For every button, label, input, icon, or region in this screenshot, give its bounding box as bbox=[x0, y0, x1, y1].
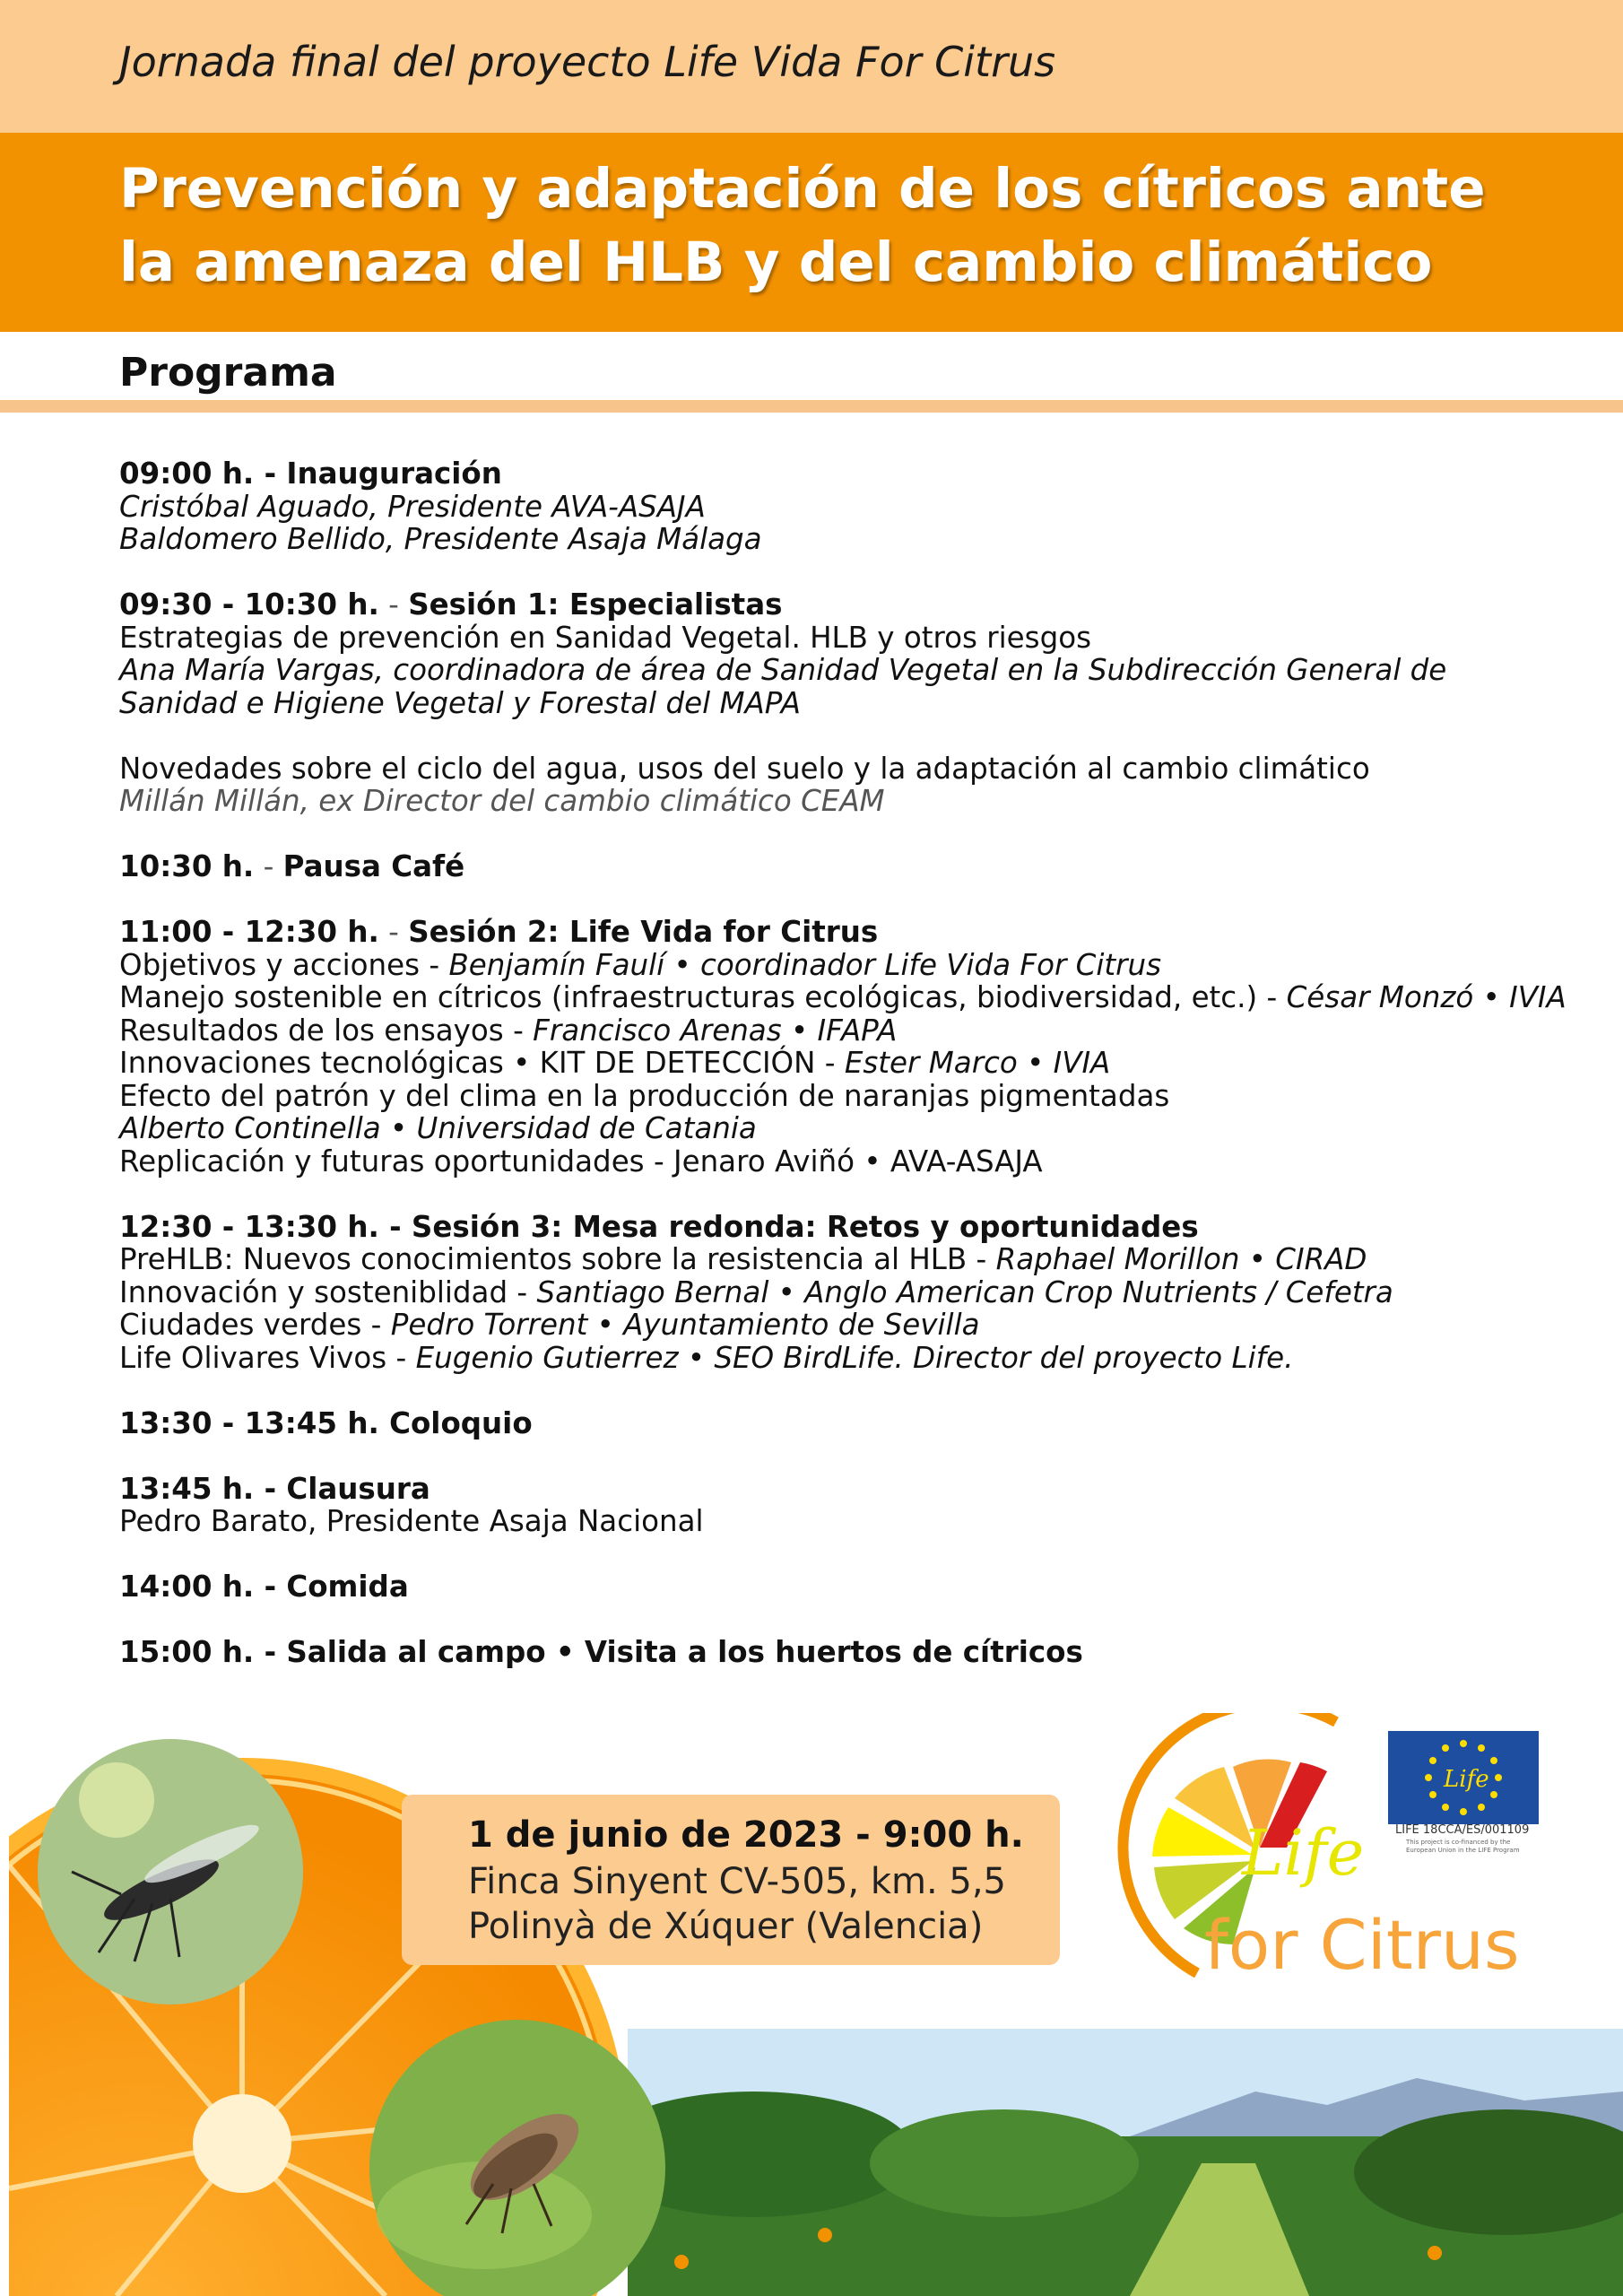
footer-visuals bbox=[0, 1686, 1623, 2296]
talk-speaker: Sanidad e Higiene Vegetal y Forestal del MAPA bbox=[119, 685, 801, 720]
item-time: 13:45 h. - Clausura bbox=[119, 1471, 430, 1506]
page-title bbox=[119, 152, 1572, 300]
talk-title: Objetivos y acciones - bbox=[119, 947, 449, 982]
item-time: 09:30 - 10:30 h. bbox=[119, 587, 379, 622]
talk-row bbox=[119, 1309, 1590, 1342]
item-header: 12:30 - 13:30 h. - Sesión 3: Mesa redonda: Retos y oportunidades bbox=[119, 1209, 1199, 1244]
talk-speaker: Ester Marco • IVIA bbox=[844, 1046, 1111, 1080]
logo-life-text: Life bbox=[1242, 1816, 1365, 1890]
talk-row bbox=[119, 949, 1590, 982]
talk-speaker: Eugenio Gutierrez • SEO BirdLife. Director del proyecto Life. bbox=[415, 1340, 1294, 1375]
item-time: 11:00 - 12:30 h. bbox=[119, 915, 379, 949]
item-header bbox=[119, 850, 1590, 883]
event-location-line-1: Finca Sinyent CV-505, km. 5,5 bbox=[468, 1861, 1006, 1902]
citrus-grove-image bbox=[628, 2029, 1623, 2296]
talk-row bbox=[119, 1276, 1590, 1309]
title-line-1: Prevención y adaptación de los cítricos ante bbox=[119, 157, 1486, 221]
eu-flag-life-text: Life bbox=[1444, 1766, 1489, 1793]
talk-speaker: Francisco Arenas • IFAPA bbox=[533, 1013, 898, 1048]
program-item-comida bbox=[119, 1570, 1590, 1604]
program-item-salida bbox=[119, 1636, 1590, 1669]
item-speaker: Pedro Barato, Presidente Asaja Nacional bbox=[119, 1504, 704, 1538]
talk-title: Innovaciones tecnológicas • KIT DE DETECCIÓN - bbox=[119, 1046, 845, 1080]
talk-title: Estrategias de prevención en Sanidad Vegetal. HLB y otros riesgos bbox=[119, 620, 1092, 655]
talk-title: Resultados de los ensayos - bbox=[119, 1013, 534, 1048]
item-time: 15:00 h. - Salida al campo • Visita a los huertos de cítricos bbox=[119, 1635, 1083, 1669]
program-item-sesion-3 bbox=[119, 1211, 1590, 1375]
talk-speaker: Raphael Morillon • CIRAD bbox=[995, 1242, 1367, 1276]
talk-speaker: César Monzó • IVIA bbox=[1286, 980, 1567, 1014]
insect-photo-2 bbox=[368, 2018, 668, 2296]
event-location-line-2: Polinyà de Xúquer (Valencia) bbox=[468, 1906, 984, 1947]
program-item-sesion-1-talk-2 bbox=[119, 752, 1590, 818]
item-speaker: Baldomero Bellido, Presidente Asaja Málaga bbox=[119, 522, 762, 556]
item-time: 13:30 - 13:45 h. Coloquio bbox=[119, 1405, 533, 1440]
talk-title: PreHLB: Nuevos conocimientos sobre la resistencia al HLB - bbox=[119, 1242, 996, 1276]
separator: - bbox=[378, 587, 409, 622]
talk-title: Manejo sostenible en cítricos (infraestructuras ecológicas, biodiversidad, etc.) - bbox=[119, 980, 1287, 1014]
programa-heading: Programa bbox=[119, 350, 337, 396]
item-header bbox=[119, 588, 1590, 622]
talk-speaker: Ana María Vargas, coordinadora de área de Sanidad Vegetal en la Subdirección General de bbox=[119, 653, 1447, 687]
talk-speaker: Pedro Torrent • Ayuntamiento de Sevilla bbox=[390, 1308, 980, 1342]
separator: - bbox=[378, 915, 409, 949]
item-time: 14:00 h. - Comida bbox=[119, 1570, 409, 1604]
program-item-clausura bbox=[119, 1473, 1590, 1538]
talk-row bbox=[119, 981, 1590, 1014]
eu-life-flag bbox=[1388, 1731, 1539, 1824]
eu-cofinance-note: This project is co-financed by the European Union in the LIFE Program bbox=[1406, 1839, 1520, 1854]
program-item-inauguracion bbox=[119, 457, 1590, 556]
talk-speaker: Benjamín Faulí • coordinador Life Vida For Citrus bbox=[448, 947, 1162, 982]
talk-row bbox=[119, 1243, 1590, 1276]
item-title: Sesión 1: Especialistas bbox=[408, 587, 783, 622]
eu-project-code: LIFE 18CCA/ES/001109 bbox=[1395, 1823, 1530, 1837]
talk-row bbox=[119, 1014, 1590, 1048]
title-line-2: la amenaza del HLB y del cambio climático bbox=[119, 230, 1433, 294]
item-title: Sesión 2: Life Vida for Citrus bbox=[408, 915, 879, 949]
program-item-pausa bbox=[119, 850, 1590, 883]
event-date: 1 de junio de 2023 - 9:00 h. bbox=[468, 1814, 1024, 1856]
program-item-sesion-2 bbox=[119, 916, 1590, 1178]
talk-title: Life Olivares Vivos - bbox=[119, 1340, 416, 1375]
talk-row bbox=[119, 1047, 1590, 1080]
talk-speaker: Alberto Continella • Universidad de Catania bbox=[119, 1111, 757, 1145]
item-time: 09:00 h. - Inauguración bbox=[119, 457, 502, 491]
talk-title: Novedades sobre el ciclo del agua, usos del suelo y la adaptación al cambio climático bbox=[119, 751, 1370, 786]
separator: - bbox=[254, 849, 283, 883]
insect-photo-1 bbox=[36, 1737, 305, 2006]
program-item-sesion-1 bbox=[119, 588, 1590, 719]
event-info-box bbox=[402, 1795, 1060, 1965]
logo-for-citrus-text: for Citrus bbox=[1204, 1905, 1520, 1982]
divider bbox=[0, 400, 1623, 413]
talk-title: Ciudades verdes - bbox=[119, 1308, 391, 1342]
item-time: 10:30 h. bbox=[119, 849, 255, 883]
item-speaker: Cristóbal Aguado, Presidente AVA-ASAJA bbox=[119, 489, 706, 524]
item-header bbox=[119, 916, 1590, 949]
program-item-coloquio bbox=[119, 1407, 1590, 1440]
talk-speaker: Millán Millán, ex Director del cambio climático CEAM bbox=[119, 784, 885, 818]
talk-speaker: Santiago Bernal • Anglo American Crop Nutrients / Cefetra bbox=[536, 1274, 1393, 1309]
talk-row: Replicación y futuras oportunidades - Jenaro Aviñó • AVA-ASAJA bbox=[119, 1144, 1043, 1178]
program bbox=[119, 457, 1590, 1701]
talk-row bbox=[119, 1342, 1590, 1375]
talk-title: Efecto del patrón y del clima en la producción de naranjas pigmentadas bbox=[119, 1078, 1170, 1113]
talk-title: Innovación y sosteniblidad - bbox=[119, 1274, 537, 1309]
event-subtitle: Jornada final del proyecto Life Vida For Citrus bbox=[119, 38, 1056, 86]
item-title: Pausa Café bbox=[282, 849, 465, 883]
